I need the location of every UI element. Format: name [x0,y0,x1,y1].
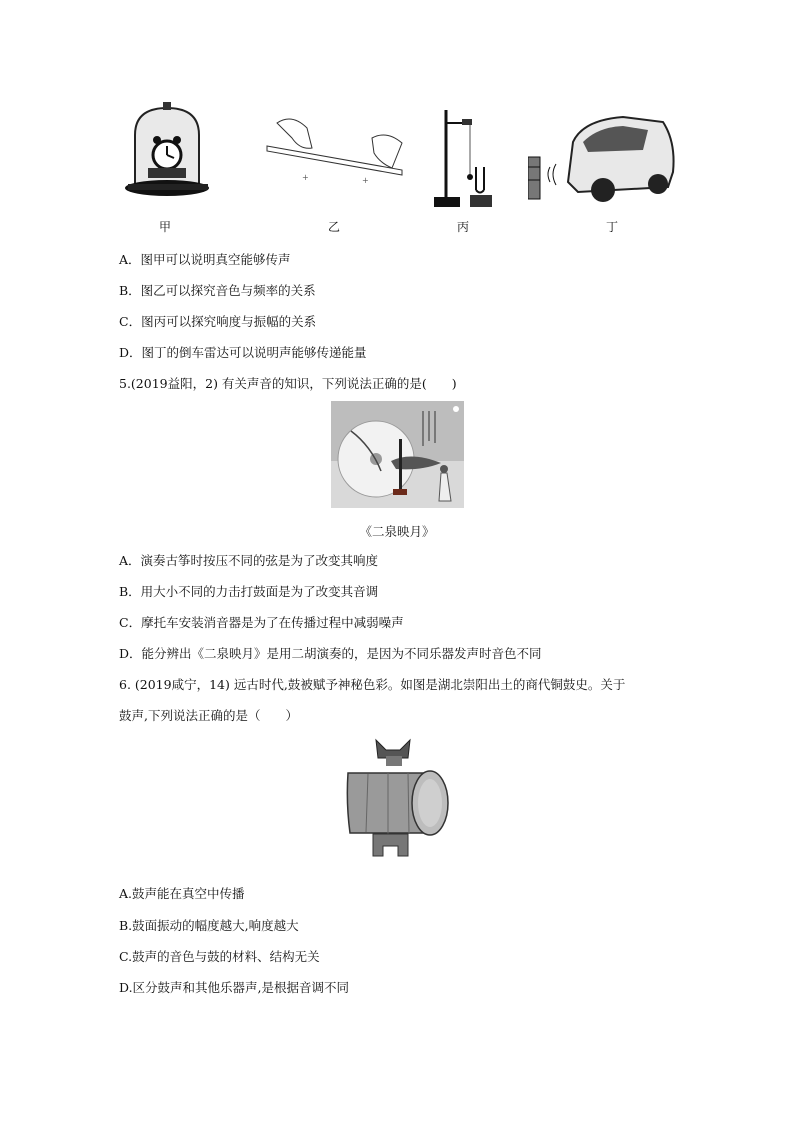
q4-option-b: B．图乙可以探究音色与频率的关系 [119,283,316,298]
svg-text:+: + [362,176,369,185]
q4-option-c: C．图丙可以探究响度与振幅的关系 [119,314,317,329]
car-parking-radar-figure [528,112,678,207]
q5-stem: 5.(2019益阳，2) 有关声音的知识，下列说法正确的是( ) [119,376,457,391]
q6-stem-line1: 6. (2019咸宁，14) 远古时代,鼓被赋予神秘色彩。如图是湖北崇阳出土的商代铜鼓史。关于 [119,677,626,692]
q6-option-a: A.鼓声能在真空中传播 [119,886,245,901]
figure-label-ding: 丁 [606,220,619,234]
figure-label-bing: 丙 [457,220,470,234]
ruler-figure [262,108,412,188]
q6-option-b: B.鼓面振动的幅度越大,响度越大 [119,918,299,933]
q5-image-caption: 《二泉映月》 [359,524,435,539]
q6-stem-line2: 鼓声,下列说法正确的是（ ） [119,708,298,723]
q5-option-a: A．演奏古筝时按压不同的弦是为了改变其响度 [119,553,379,568]
q6-option-d: D.区分鼓声和其他乐器声,是根据音调不同 [119,980,350,995]
q5-option-c: C．摩托车安装消音器是为了在传播过程中减弱噪声 [119,615,404,630]
figure-label-jia: 甲 [159,220,172,234]
tuning-fork-stand-figure [432,105,497,210]
q5-option-b: B．用大小不同的力击打鼓面是为了改变其音调 [119,584,379,599]
q6-option-c: C.鼓声的音色与鼓的材料、结构无关 [119,949,320,964]
bronze-drum-image [338,738,458,863]
svg-text:+: + [302,173,309,182]
q4-option-a: A．图甲可以说明真空能够传声 [119,252,291,267]
q4-option-d: D．图丁的倒车雷达可以说明声能够传递能量 [119,345,367,360]
bell-jar-figure [120,100,215,200]
figure-label-yi: 乙 [328,220,341,234]
q5-option-d: D．能分辨出《二泉映月》是用二胡演奏的，是因为不同乐器发声时音色不同 [119,646,542,661]
erquan-yingyue-image [331,401,464,508]
